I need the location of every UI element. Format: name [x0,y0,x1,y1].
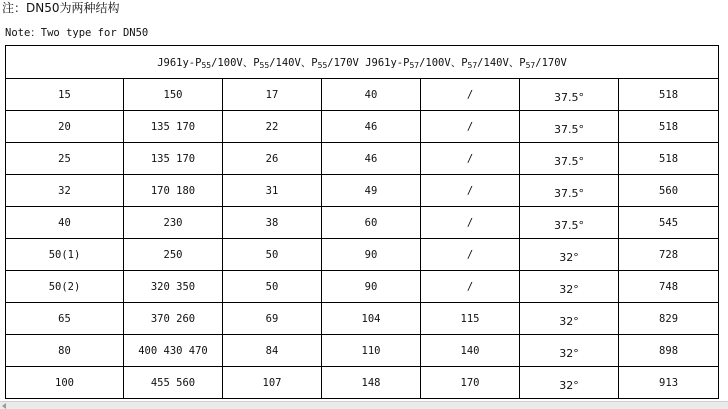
cell-value: 32 [58,184,71,197]
table-cell [223,335,322,367]
angle-value: 37.5° [554,187,584,200]
title-part: /140V、P [269,56,318,69]
cell-value: 107 [262,376,282,389]
cell-value: / [466,88,474,101]
cell-value: 50 [265,248,279,261]
cell-value: 135 170 [150,152,196,165]
cell-value: 90 [364,280,378,293]
cell-value: 80 [58,344,71,357]
title-subscript: 55 [259,60,270,70]
table-row [6,271,719,303]
table-cell [322,143,421,175]
table-cell [223,239,322,271]
table-row [6,303,719,335]
angle-value: 37.5° [554,155,584,168]
cell-value: 20 [58,120,71,133]
table-row [6,143,719,175]
table-cell [322,271,421,303]
cell-value: 148 [361,376,381,389]
cell-value: 60 [364,216,378,229]
title-part: /140V、P [477,56,526,69]
cell-value: 728 [659,248,679,261]
table-cell [124,143,223,175]
cell-value: 15 [58,88,71,101]
cell-value: 545 [659,216,679,229]
table-cell [520,335,619,367]
angle-value: 37.5° [554,219,584,232]
table-cell [223,143,322,175]
table-cell [520,367,619,399]
cell-value: / [466,152,474,165]
table-cell [223,303,322,335]
angle-value: 32° [559,283,579,296]
table-cell [124,175,223,207]
cell-value: / [466,280,474,293]
table-cell [6,111,124,143]
table-cell [124,271,223,303]
title-part: /170V J961y-P [327,56,410,69]
cell-value: 50 [265,280,279,293]
cell-value: 49 [364,184,378,197]
title-part: /100V、P [211,56,260,69]
spec-table-body [6,46,719,399]
table-cell [520,111,619,143]
table-cell [520,143,619,175]
table-cell [421,303,520,335]
title-subscript: 57 [525,60,536,70]
cell-value: 90 [364,248,378,261]
cell-value: 40 [364,88,378,101]
cell-value: 104 [361,312,381,325]
table-cell [421,239,520,271]
table-cell [124,335,223,367]
table-cell [6,175,124,207]
cell-value: 518 [659,88,679,101]
cell-value: 46 [364,120,378,133]
cell-value: 84 [265,344,279,357]
table-cell [322,175,421,207]
cell-value: 22 [265,120,279,133]
table-cell [619,271,719,303]
table-cell [619,367,719,399]
cell-value: / [466,120,474,133]
angle-value: 32° [559,347,579,360]
table-cell [322,367,421,399]
cell-value: 898 [659,344,679,357]
table-cell [223,207,322,239]
cell-value: 31 [265,184,279,197]
cell-value: 115 [460,312,480,325]
table-title-row [6,46,719,79]
table-cell [421,207,520,239]
cell-value: / [466,184,474,197]
table-cell [520,239,619,271]
cell-value: 50(2) [48,280,81,293]
title-subscript: 55 [201,60,212,70]
cell-value: 40 [58,216,71,229]
table-cell [421,111,520,143]
title-part: /170V [535,56,567,69]
cell-value: 518 [659,120,679,133]
cell-value: 320 350 [150,280,196,293]
table-cell [223,79,322,111]
cell-value: 46 [364,152,378,165]
title-subscript: 55 [317,60,328,70]
table-cell [124,239,223,271]
note-chinese: 注：DN50为两种结构 [2,1,120,15]
angle-value: 32° [559,315,579,328]
title-subscript: 57 [467,60,478,70]
cell-value: 370 260 [150,312,196,325]
cell-value: 17 [265,88,279,101]
table-cell [322,207,421,239]
table-cell [223,367,322,399]
table-cell [6,239,124,271]
note-english: Note：Two type for DN50 [5,27,149,39]
title-part: J961y-P [157,56,202,69]
table-cell [421,143,520,175]
table-cell [223,111,322,143]
table-cell [322,239,421,271]
table-cell [6,335,124,367]
table-cell [322,335,421,367]
table-cell [520,175,619,207]
cell-value: 65 [58,312,71,325]
title-part: /100V、P [419,56,468,69]
spec-table [5,45,719,399]
cell-value: 518 [659,152,679,165]
cell-value: 455 560 [150,376,196,389]
cell-value: 170 [460,376,480,389]
cell-value: / [466,248,474,261]
cell-value: 38 [265,216,279,229]
table-cell [6,207,124,239]
table-cell [520,79,619,111]
table-cell [520,271,619,303]
table-cell [421,367,520,399]
cell-value: 170 180 [150,184,196,197]
table-cell [421,271,520,303]
table-cell [124,207,223,239]
table-cell [223,271,322,303]
title-subscript: 57 [409,60,420,70]
table-cell [421,175,520,207]
table-cell [322,111,421,143]
table-cell [619,335,719,367]
table-cell [421,335,520,367]
table-cell [619,79,719,111]
table-cell [619,207,719,239]
cell-value: 25 [58,152,71,165]
cell-value: 140 [460,344,480,357]
table-cell [619,143,719,175]
cell-value: 135 170 [150,120,196,133]
table-cell [6,303,124,335]
cell-value: 230 [163,216,183,229]
table-cell [322,303,421,335]
angle-value: 37.5° [554,123,584,136]
cell-value: 829 [659,312,679,325]
table-cell [124,303,223,335]
table-cell [124,79,223,111]
table-cell [520,207,619,239]
table-row [6,207,719,239]
table-cell [619,111,719,143]
table-cell [124,111,223,143]
table-cell [619,303,719,335]
cell-value: 400 430 470 [138,344,208,357]
table-title-cell [6,46,719,79]
angle-value: 32° [559,251,579,264]
cell-value: 110 [361,344,381,357]
cell-value: 560 [659,184,679,197]
table-row [6,335,719,367]
table-cell [6,271,124,303]
table-cell [619,175,719,207]
cell-value: 50(1) [48,248,81,261]
table-row [6,367,719,399]
cell-value: 250 [163,248,183,261]
cell-value: 26 [265,152,279,165]
table-cell [322,79,421,111]
angle-value: 32° [559,379,579,392]
cell-value: 150 [163,88,183,101]
cell-value: 100 [55,376,74,389]
table-cell [520,303,619,335]
cell-value: 748 [659,280,679,293]
table-cell [6,367,124,399]
cell-value: 69 [265,312,279,325]
scroll-left-icon[interactable] [2,403,6,409]
table-row [6,111,719,143]
table-cell [6,143,124,175]
table-row [6,175,719,207]
cell-value: 913 [659,376,679,389]
table-cell [421,79,520,111]
table-cell [124,367,223,399]
table-cell [223,175,322,207]
cell-value: / [466,216,474,229]
angle-value: 37.5° [554,91,584,104]
table-cell [619,239,719,271]
table-row [6,79,719,111]
table-cell [6,79,124,111]
table-row [6,239,719,271]
